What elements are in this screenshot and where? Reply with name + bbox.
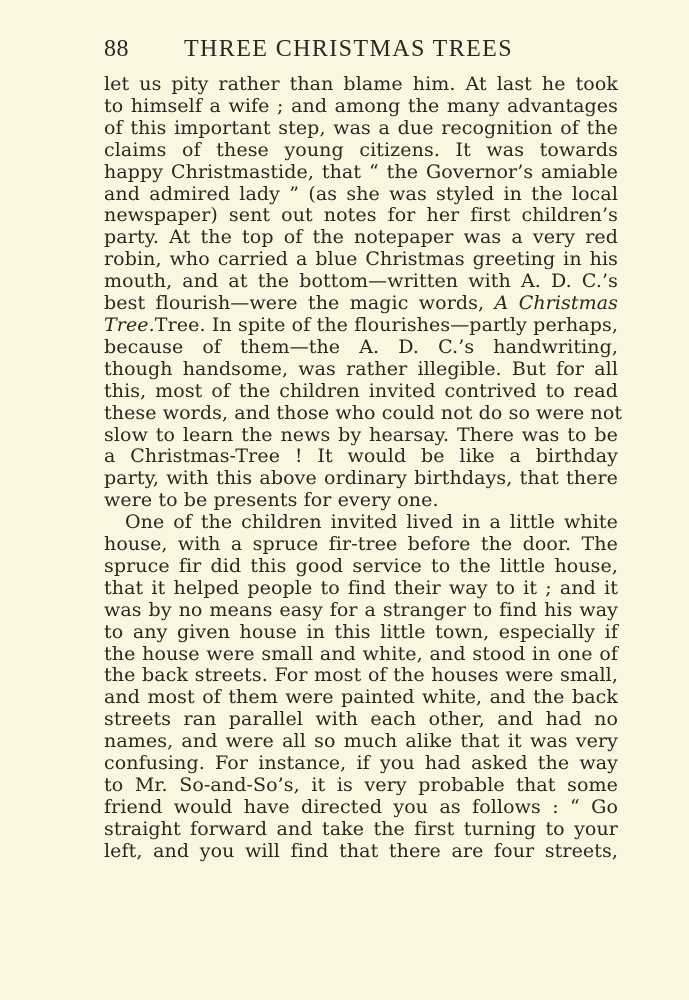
text-line-part: best flourish—were the magic words, [104, 292, 495, 315]
text-line: of this important step, was a due recognition of the [104, 116, 618, 139]
text-line: happy Christmastide, that “ the Governor’s amiable [104, 160, 618, 183]
text-line: the house were small and white, and stood in one of [104, 642, 618, 665]
text-line: to Mr. So-and-So’s, it is very probable that some [104, 774, 618, 796]
body-text [104, 73, 623, 863]
text-line: One of the children invited lived in a little white [125, 511, 618, 534]
text-line: to any given house in this little town, especially if [104, 620, 618, 643]
text-line: house, with a spruce fir-tree before the door. The [104, 533, 618, 556]
text-line: the back streets. For most of the houses were small, [104, 664, 618, 687]
text-line: left, and you will find that there are four streets, [104, 839, 618, 862]
text-line: were to be presents for every one. [104, 489, 439, 512]
text-line: this, most of the children invited contrived to read [104, 379, 618, 402]
text-line: streets ran parallel with each other, and had no [104, 708, 618, 731]
text-line: names, and were all so much alike that it was very [104, 730, 618, 753]
text-line: because of them—the A. D. C.’s handwriting, [104, 335, 618, 358]
page-number: 88 [104, 36, 129, 62]
text-line-part: Tree. In spite of the flourishes—partly perhaps, [154, 313, 618, 336]
text-line: to himself a wife ; and among the many advantages [104, 94, 618, 117]
text-line: slow to learn the news by hearsay. There was to be [104, 423, 618, 446]
text-line: party, with this above ordinary birthdays, that there [104, 467, 618, 490]
text-line: mouth, and at the bottom—written with A. D. C.’s [104, 270, 618, 293]
paragraph-2 [104, 512, 618, 863]
paragraph-1 [104, 73, 623, 512]
page-header [104, 36, 616, 64]
text-line: newspaper) sent out notes for her first children’s [104, 204, 618, 227]
text-line: and admired lady ” (as she was styled in the local [104, 182, 618, 205]
text-line: straight forward and take the first turning to your [104, 817, 618, 840]
text-line: let us pity rather than blame him. At last he took [104, 73, 618, 95]
text-line: and most of them were painted white, and the back [104, 686, 618, 709]
text-line: claims of these young citizens. It was towards [104, 138, 618, 161]
text-line: that it helped people to find their way to it ; and it [104, 576, 618, 599]
text-line: was by no means easy for a stranger to find his way [104, 598, 618, 621]
running-title: THREE CHRISTMAS TREES [184, 36, 513, 62]
italic-phrase: A Christmas [494, 292, 619, 315]
text-line [104, 293, 618, 315]
text-line: robin, who carried a blue Christmas greeting in his [104, 248, 618, 271]
text-line: spruce fir did this good service to the little house, [104, 554, 618, 577]
text-line: party. At the top of the notepaper was a very red [104, 226, 618, 249]
text-line: friend would have directed you as follows : “ Go [104, 795, 618, 818]
text-line: confusing. For instance, if you had asked the way [104, 752, 618, 775]
text-line: though handsome, was rather illegible. But for all [104, 357, 618, 380]
italic-word: Tree. [104, 313, 155, 336]
text-line: these words, and those who could not do so were not [104, 401, 623, 424]
text-line [104, 315, 618, 337]
text-line: a Christmas-Tree ! It would be like a birthday [104, 445, 618, 468]
